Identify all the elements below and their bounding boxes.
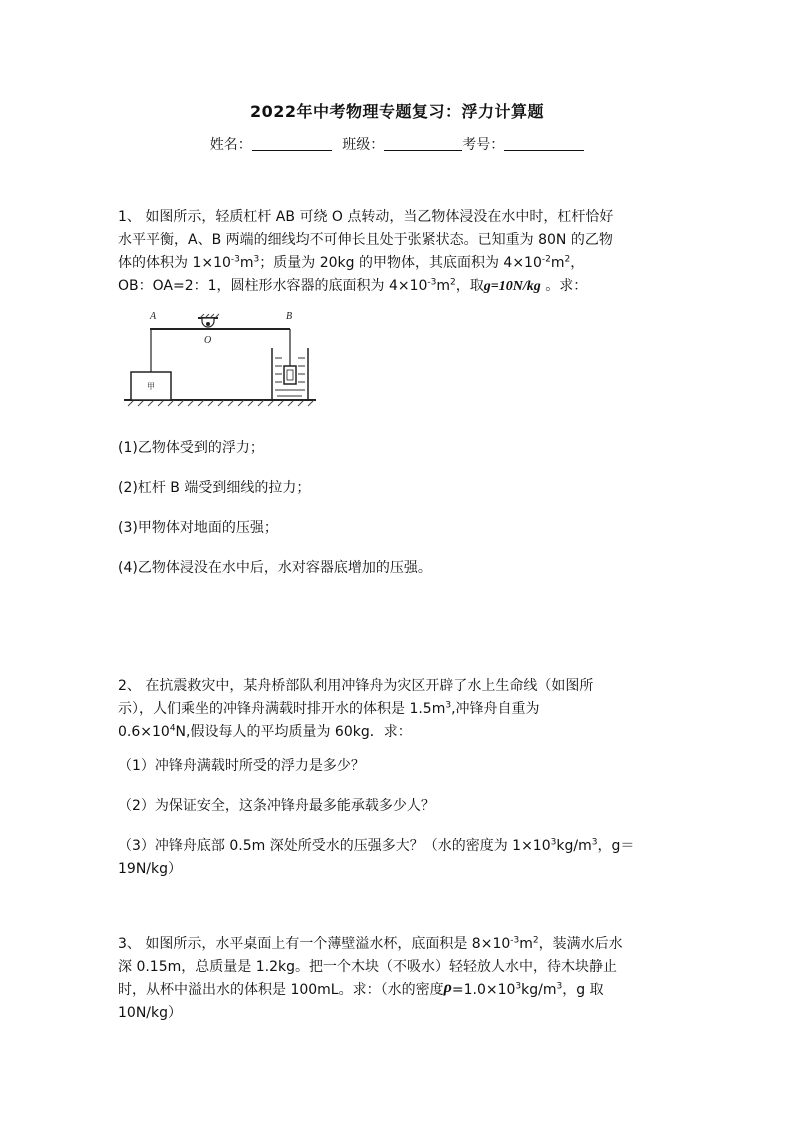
- q2-sub-1: （1）冲锋舟满载时所受的浮力是多少？: [118, 758, 365, 774]
- q1-line-3: 体的体积为 $1\times 10^{-3}m^3$；质量为 20kg 的甲物体，其底面积为 $4\times 10^{-2}m^2$，: [118, 254, 585, 271]
- q2-sub-2: （2）为保证安全，这条冲锋舟最多能承载多少人？: [118, 798, 435, 814]
- q1-line-4: OB：OA=2：1，圆柱形水容器的底面积为 $4\times 10^{-3}m^2$，取g=10N/kg 。求：: [118, 277, 588, 294]
- label-b: B: [286, 311, 293, 322]
- q3-line-4: 10N/kg）: [118, 1005, 182, 1021]
- q1-line-1: 1、 如图所示，轻质杠杆 AB 可绕 O 点转动，当乙物体浸没在水中时，杠杆恰好: [118, 209, 614, 225]
- exam-label: 考号：: [462, 137, 505, 153]
- q2-line-1: 2、 在抗震救灾中，某舟桥部队利用冲锋舟为灾区开辟了水上生命线（如图所: [118, 678, 594, 694]
- g-formula: g=10N/kg: [483, 279, 541, 294]
- q2-line-3: $0.6\times 10^4N$,假设每人的平均质量为 60kg．求：: [118, 723, 412, 740]
- q1-sub-4: (4)乙物体浸没在水中后，水对容器底增加的压强。: [118, 560, 432, 576]
- class-label: 班级：: [342, 137, 385, 153]
- class-blank[interactable]: [384, 136, 462, 151]
- q1-sub-3: (3)甲物体对地面的压强；: [118, 520, 278, 536]
- q1-line-2: 水平平衡，A、B 两端的细线均不可伸长且处于张紧状态。已知重为 80N 的乙物: [118, 232, 613, 248]
- q2-line-2: 示），人们乘坐的冲锋舟满载时排开水的体积是 $1.5m^3$,冲锋舟自重为: [118, 700, 540, 717]
- page-title: 2022年中考物理专题复习：浮力计算题: [249, 102, 545, 121]
- body-yi: [284, 366, 296, 384]
- q3-line-1: 3、 如图所示，水平桌面上有一个薄壁溢水杯，底面积是 $8\times 10^{-3}m^2$，装满水后水: [118, 935, 623, 952]
- label-o: O: [204, 335, 212, 346]
- q1-sub-1: (1)乙物体受到的浮力；: [118, 440, 264, 456]
- q3-line-2: 深 0.15m，总质量是 1.2kg。把一个木块（不吸水）轻轻放人水中，待木块静止: [118, 959, 617, 975]
- q2-sub-3: （3）冲锋舟底部 0.5m 深处所受水的压强多大？（水的密度为 $1\times 10^3kg/m^3$，g＝: [118, 837, 635, 854]
- q2-sub-3-cont: 19N/kg）: [118, 861, 182, 877]
- name-blank[interactable]: [252, 136, 332, 151]
- pivot-o: [206, 322, 210, 326]
- rho-symbol: ρ: [443, 979, 452, 996]
- student-info-line: [0, 134, 794, 154]
- q1-sub-2: (2)杠杆 B 端受到细线的拉力；: [118, 480, 311, 496]
- exam-blank[interactable]: [504, 136, 584, 151]
- name-label: 姓名：: [209, 137, 252, 153]
- q3-line-3: 时，从杯中溢出水的体积是 100mL。求：（水的密度$\rho=1.0\times 10^3kg/m^3$，g 取: [118, 979, 604, 998]
- lever-diagram: [122, 308, 322, 412]
- label-a: A: [150, 311, 157, 322]
- label-jia: 甲: [147, 382, 155, 391]
